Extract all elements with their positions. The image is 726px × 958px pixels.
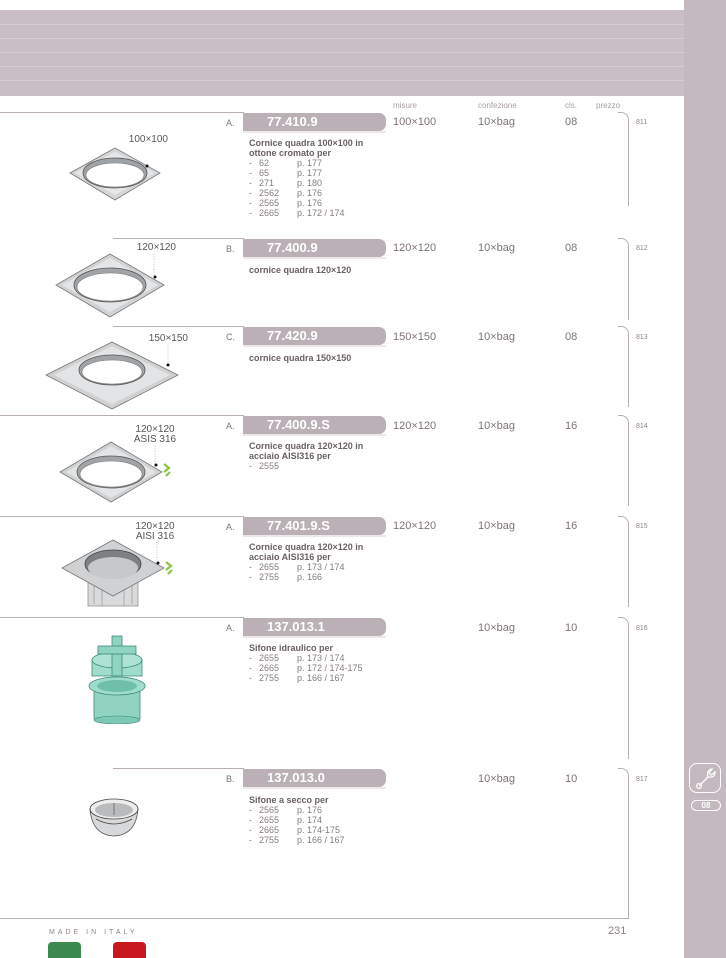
size-value: 120×120 (393, 520, 437, 532)
product-description (249, 265, 379, 275)
ref-line: - 271 p. 180 (249, 178, 323, 188)
siphon-dry-image (86, 795, 142, 839)
pack-value: 10×bag (478, 116, 516, 128)
product-description (249, 353, 379, 363)
separator (113, 768, 244, 769)
item-letter: A. (226, 421, 235, 431)
siphon-hydraulic-image (84, 632, 152, 724)
col-header-confezione: confezione (478, 101, 517, 110)
cls-value: 08 (565, 331, 578, 343)
ref-line: - 65 p. 177 (249, 168, 323, 178)
product-description (249, 138, 369, 218)
ref-line: - 2665 p. 172 / 174-175 (249, 663, 363, 673)
dimension-label: 120×120 AISI 316 (135, 521, 175, 542)
page-number: 231 (608, 925, 627, 937)
pack-value: 10×bag (478, 622, 516, 634)
separator (0, 415, 244, 416)
item-letter: B. (226, 244, 235, 254)
size-value: 120×120 (393, 242, 437, 254)
item-letter: A. (226, 118, 235, 128)
cls-value: 08 (565, 116, 578, 128)
separator (0, 918, 629, 919)
page-ref-number: 812 (636, 245, 648, 252)
ref-line: - 2665 p. 174-175 (249, 825, 341, 835)
ref-line: - 2755 p. 166 (249, 572, 323, 582)
col-header-misure: misure (393, 101, 418, 110)
page-ref-number: 815 (636, 523, 648, 530)
col-header-cls: cls. (565, 101, 577, 110)
cls-value: 10 (565, 622, 578, 634)
product-title: Cornice quadra 120×120 in acciaio AISI316 per (249, 542, 364, 562)
col-header-prezzo: prezzo (596, 101, 621, 110)
frame-120-image (52, 252, 170, 320)
product-description (249, 795, 389, 845)
product-title: Cornice quadra 120×120 in acciaio AISI316 per (249, 441, 364, 461)
flag-red-swatch (113, 942, 146, 958)
frame-100-image (65, 145, 165, 205)
pack-value: 10×bag (478, 420, 516, 432)
product-description (249, 542, 379, 582)
cls-value: 16 (565, 520, 578, 532)
ref-line: - 2655 p. 174 (249, 815, 323, 825)
item-letter: B. (226, 774, 235, 784)
cls-value: 08 (565, 242, 578, 254)
size-value: 150×150 (393, 331, 437, 343)
item-letter: A. (226, 522, 235, 532)
product-code: 77.400.9 (243, 239, 386, 257)
item-letter: A. (226, 623, 235, 633)
ref-line: - 2655 p. 173 / 174 (249, 562, 345, 572)
ref-line: - 2655 p. 173 / 174 (249, 653, 345, 663)
pack-value: 10×bag (478, 520, 516, 532)
ref-line: - 2555 (249, 461, 280, 471)
product-title: Sifone a secco per (249, 795, 329, 805)
product-code: 77.400.9.S (243, 416, 386, 434)
size-value: 100×100 (393, 116, 437, 128)
product-code: 77.420.9 (243, 327, 386, 345)
product-code: 77.410.9 (243, 113, 386, 131)
separator (0, 516, 244, 517)
dimension-label: 100×100 (128, 134, 168, 145)
dimension-label: 150×150 (148, 333, 188, 344)
product-description (249, 643, 389, 683)
dimension-label: 120×120 (136, 242, 176, 253)
flag-green-swatch (48, 942, 81, 958)
ref-line: - 2755 p. 166 / 167 (249, 673, 345, 683)
header-band (0, 10, 684, 96)
product-code: 137.013.0 (243, 769, 386, 787)
frame-aisi-image (56, 440, 176, 506)
ref-line: - 2755 p. 166 / 167 (249, 835, 345, 845)
product-description (249, 441, 379, 471)
separator (113, 238, 244, 239)
ref-line: - 2565 p. 176 (249, 198, 323, 208)
frame-150-image (44, 340, 182, 412)
ref-line: - 62 p. 177 (249, 158, 323, 168)
frame-aisi-sleeve-image (58, 538, 178, 612)
cls-value: 16 (565, 420, 578, 432)
ref-line: - 2562 p. 176 (249, 188, 323, 198)
product-code: 137.013.1 (243, 618, 386, 636)
page-ref-number: 811 (636, 119, 648, 126)
page-ref-number: 816 (636, 625, 648, 632)
ref-line: - 2665 p. 172 / 174 (249, 208, 345, 218)
pack-value: 10×bag (478, 242, 516, 254)
pack-value: 10×bag (478, 773, 516, 785)
product-code: 77.401.9.S (243, 517, 386, 535)
pack-value: 10×bag (478, 331, 516, 343)
side-band (684, 0, 726, 958)
section-tab[interactable]: 08 (691, 800, 721, 811)
dimension-label: 120×120 ASIS 316 (133, 424, 177, 445)
made-in-italy-label: MADE IN ITALY (49, 929, 138, 936)
cls-value: 10 (565, 773, 578, 785)
product-title: Sifone idraulico per (249, 643, 334, 653)
product-title: cornice quadra 120×120 (249, 265, 352, 275)
page-ref-number: 814 (636, 423, 648, 430)
page-ref-number: 817 (636, 776, 648, 783)
separator (0, 112, 244, 113)
size-value: 120×120 (393, 420, 437, 432)
separator (0, 617, 244, 618)
separator (113, 326, 244, 327)
page-ref-number: 813 (636, 334, 648, 341)
ref-line: - 2565 p. 176 (249, 805, 323, 815)
item-letter: C. (226, 332, 235, 342)
wrench-icon (689, 763, 721, 793)
product-title: cornice quadra 150×150 (249, 353, 352, 363)
product-title: Cornice quadra 100×100 in ottone cromato per (249, 138, 364, 158)
